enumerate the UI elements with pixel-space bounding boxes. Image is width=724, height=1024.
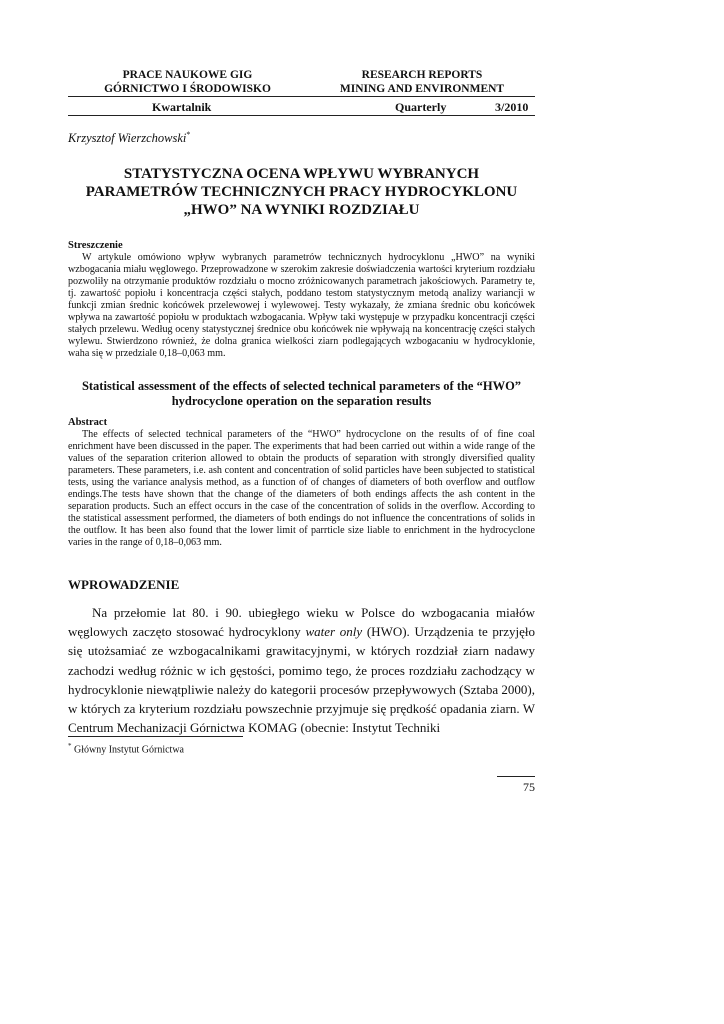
header-top-rule xyxy=(68,96,535,97)
quarterly-label: Quarterly xyxy=(395,100,447,114)
footnote-rule xyxy=(68,736,243,737)
journal-name-pl-line2: GÓRNICTWO I ŚRODOWISKO xyxy=(104,83,271,95)
journal-name-en-line1: RESEARCH REPORTS xyxy=(361,69,483,81)
author-name: Krzysztof Wierzchowski xyxy=(68,131,187,146)
kwartalnik-label: Kwartalnik xyxy=(152,100,212,114)
section-heading: WPROWADZENIE xyxy=(68,577,180,592)
author-footnote-mark: * xyxy=(186,130,191,139)
page-number: 75 xyxy=(523,780,535,794)
footnote xyxy=(68,742,184,755)
footnote-text: Główny Instytut Górnictwa xyxy=(71,744,184,756)
body-text-part1: Na przełomie lat 80. i 90. ubiegłego wieku w Polsce do wzbogacania miałów węglowych zaczęto stosować hydrocyklony xyxy=(68,605,535,640)
header-bottom-rule xyxy=(68,115,535,116)
issue-number: 3/2010 xyxy=(495,100,529,114)
abstract-label: Abstract xyxy=(68,417,108,428)
author xyxy=(68,130,190,146)
streszczenie-label: Streszczenie xyxy=(68,240,123,251)
journal-name-pl-line1: PRACE NAUKOWE GIG xyxy=(122,69,253,81)
paper-title-pl: STATYSTYCZNA OCENA WPŁYWU WYBRANYCH PARAMETRÓW TECHNICZNYCH PRACY HYDROCYKLONU „HWO” NA WYNIKI ROZDZIAŁU xyxy=(85,166,518,218)
body-paragraph xyxy=(68,603,535,737)
journal-name-en-line2: MINING AND ENVIRONMENT xyxy=(339,83,505,95)
journal-name-pl xyxy=(80,68,295,96)
footnote-mark: * xyxy=(68,742,72,750)
paper-title-en: Statistical assessment of the effects of selected technical parameters of the “HWO” hydrocyclone operation on the separation results xyxy=(81,379,522,408)
page-number-rule xyxy=(497,776,535,777)
streszczenie-text: W artykule omówiono wpływ wybranych parametrów technicznych hydrocyklonu „HWO” na wyniki wzbogacania miału węglowego. Przeprowadzone w szerokim zakresie doświadczenia wartości kryterium rozdziału pozwoliły na otrzymanie produktów rozdziału o mocno zróżnicowanych parametrach jakościowych. Parametry te, tj. zawartość popiołu i koncentracja części stałych, poddano testom statystycznym metodą analizy wariancji w funkcji zmian średnic końcówek przelewowej i wylewowej. Testy wykazały, że zmiana średnic obu końcówek wpływa na zawartość popiołu w produktach wzbogacania. Wpływ taki występuje w przypadku koncentracji części stałych przelewu. Według oceny statystycznej średnice obu końcówek nie wpływają na koncentrację części stałych wylewu. Stwierdzono również, że dolna granica wielkości ziarn podlegających wzbogacaniu w hydrocyklonie, waha się w przedziale 0,18–0,063 mm. xyxy=(68,252,535,359)
body-text-italic: water only xyxy=(305,624,363,640)
body-text-part2: (HWO). Urządzenia te przyjęło się utożsamiać ze wzbogacalnikami grawitacyjnymi, w których rozdział ziarn nadawy zachodzi według różnic w ich gęstości, pomimo tego, że proces rozdziału zachodzący w hydrocyklonie niewątpliwie należy do kategorii procesów przepływowych (Sztaba 2000), w których za kryterium rozdziału powszechnie przyjmuje się prędkość opadania ziarn. W Centrum Mechanizacji Górnictwa KOMAG (obecnie: Instytut Techniki xyxy=(68,624,536,736)
journal-name-en xyxy=(322,68,522,96)
abstract-text: The effects of selected technical parameters of the “HWO” hydrocyclone on the results of of fine coal enrichment have been discussed in the paper. The experiments that had been carried out within a wide range of the values of the separation criterion allowed to obtain the products of separation with strongly diversified quality parameters. These parameters, i.e. ash content and concentration of solid particles have been subjected to statistical tests, using the variance analysis method, as a function of of changes of diameters of both overflow and outflow endings.The tests have shown that the change of the diameters of both endings affects the ash content in the separation products. Such an effect occurs in the case of the concentration of solids in the overflow. According to the statistical assessment performed, the diameters of both endings do not influence the concentrations of solids in the outflow. It has been also found that the lower limit of parrticle size liable to enrichment in the hydrocyclone varies in the range of 0,18–0,063 mm. xyxy=(68,429,535,548)
